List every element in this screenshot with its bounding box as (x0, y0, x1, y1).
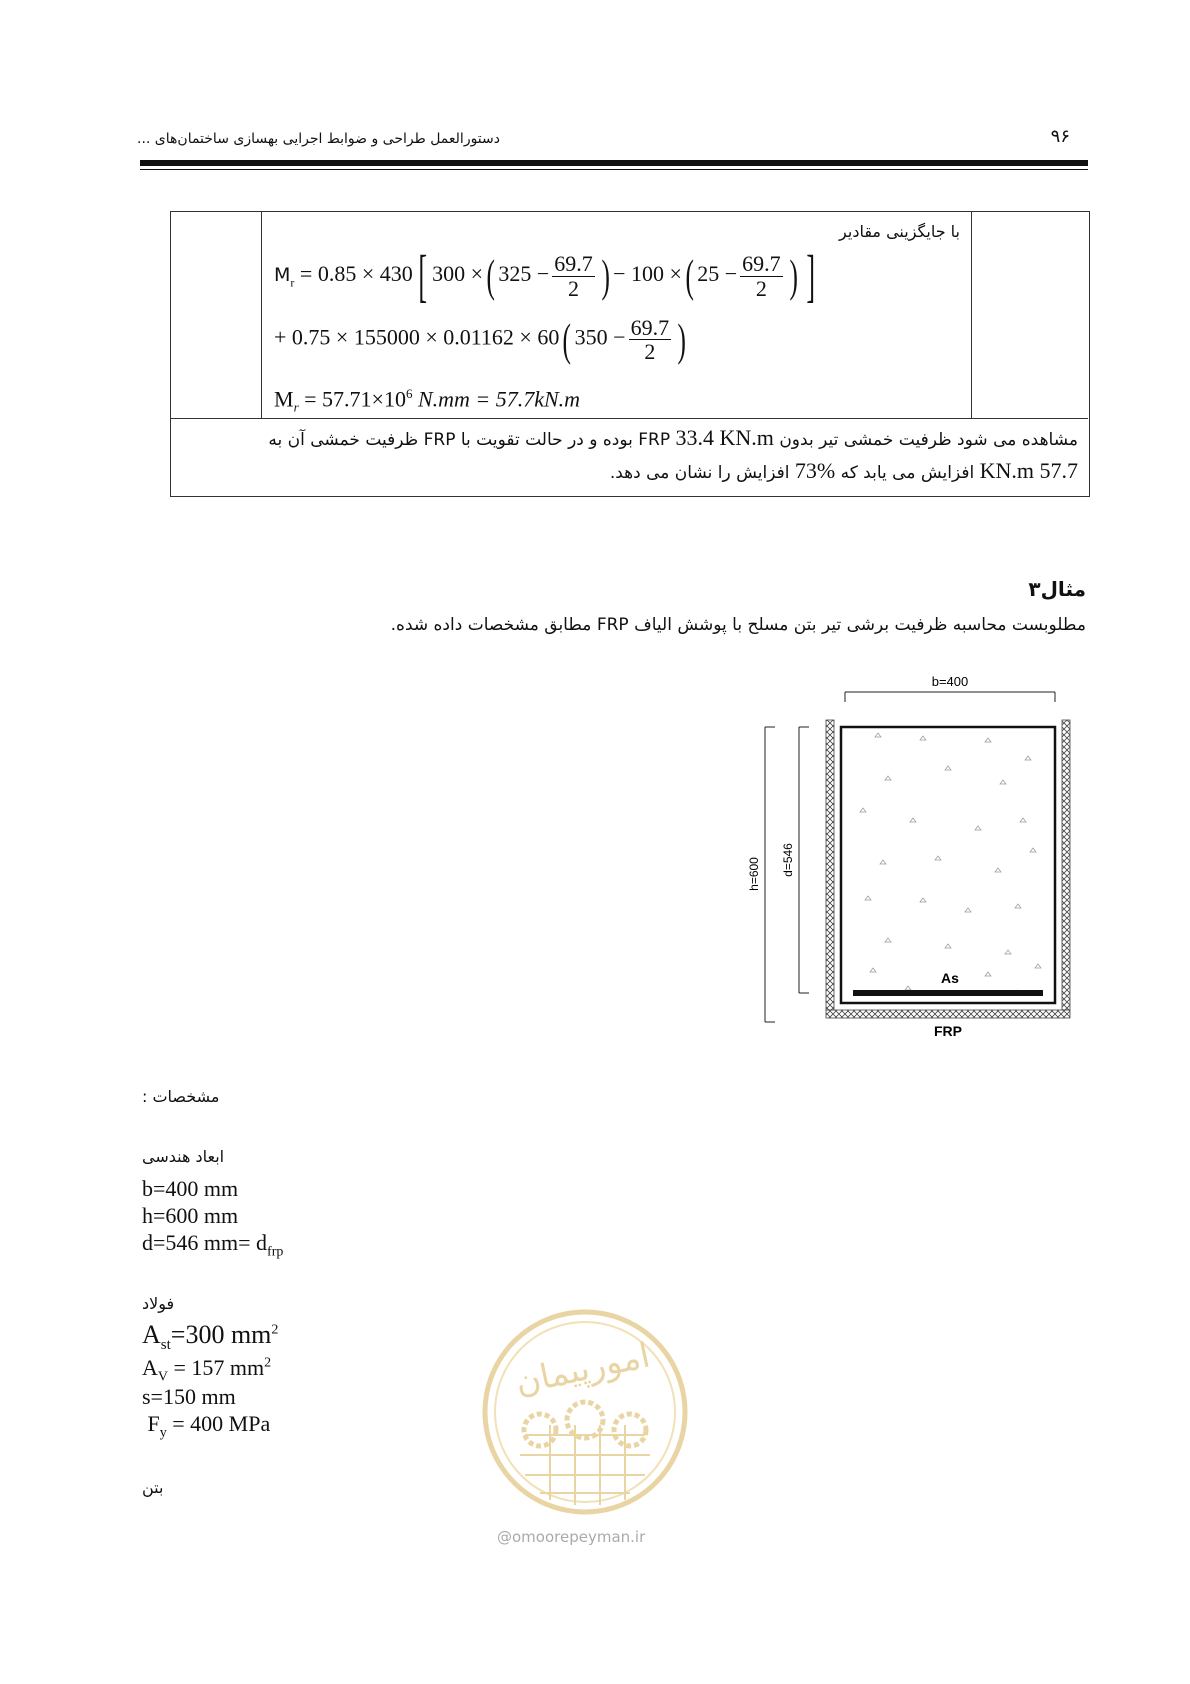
example-title: مثال۳ (1028, 577, 1086, 601)
equation-line-1: $M_r = 0.85 \times 430$[ 300 ×( 325 − $\frac{69.7}{2}$ ) − 100 ×( 25 − $\frac{69.7}{2}$ ) ] (274, 243, 815, 308)
frp-label: FRP (934, 1023, 962, 1039)
running-header-title: دستورالعمل طراحی و ضوابط اجرایی بهسازی ساختمان‌های ... (137, 131, 500, 147)
frp-wrap-bottom (826, 1010, 1070, 1018)
frp-wrap-right (1062, 720, 1070, 1010)
steel-label: As (941, 970, 959, 986)
table-row-divider (170, 418, 1088, 419)
watermark-logo (480, 1305, 690, 1520)
height-dimension (747, 727, 775, 1022)
specs-heading: : مشخصات (142, 1087, 220, 1106)
header-rule-thick (140, 160, 1088, 166)
depth-label: d=546 (781, 843, 795, 877)
spec-d: d=546 $mm= d_{frp}$ (142, 1230, 284, 1260)
table-column-divider-right (971, 211, 972, 418)
depth-dimension (781, 727, 809, 993)
concrete-section (841, 727, 1055, 1003)
steel-heading: فولاد (142, 1294, 175, 1313)
equation-line-3: $M_r = 57.71\times 10^6$ N.mm = 57.7kN.m (274, 386, 581, 415)
example-description: مطلوبست محاسبه ظرفیت برشی تیر بتن مسلح با پوشش الیاف FRP مطابق مشخصات داده شده. (390, 615, 1086, 635)
tension-steel-bar (853, 990, 1043, 996)
spec-h: h=600 mm (142, 1203, 239, 1228)
spec-av: $A_V = 157$ $mm^2$ (142, 1355, 272, 1385)
spec-s: s=150 mm (142, 1384, 236, 1409)
eq1-lhs: $M_r$ (274, 264, 295, 290)
eq1-fraction-b: $\frac{69.7}{2}$ (742, 251, 781, 301)
spec-ast: $A_{st}=300$ $mm^2$ (142, 1320, 279, 1354)
spec-b: b=400 mm (142, 1176, 239, 1201)
equation-line-2: + 0.75 × 155000 × 0.01162 × 60( 350 − $\frac{69.7}{2}$ ) (274, 313, 686, 365)
width-label: b=400 (931, 674, 969, 689)
watermark-url: @omoorepeyman.ir (497, 1528, 646, 1546)
concrete-heading: بتن (142, 1478, 164, 1497)
width-dimension (845, 674, 1055, 702)
height-label: h=600 (747, 857, 761, 891)
geometry-heading: ابعاد هندسی (142, 1147, 225, 1166)
eq2-fraction: $\frac{69.7}{2}$ (630, 315, 670, 365)
spec-fy: $F_y = 400$ MPa (147, 1411, 271, 1441)
conclusion-line-1: مشاهده می شود ظرفیت خمشی تیر بدون FRP 33.4 KN.m بوده و در حالت تقویت با FRP ظرفیت خمشی آن به (268, 425, 1078, 450)
header-rule-thin (140, 169, 1088, 170)
page-number: ۹۶ (1050, 126, 1070, 147)
conclusion-line-2: 57.7 KN.m افزایش می یابد که %73 افزایش را نشان می دهد. (609, 458, 1078, 483)
frp-wrap-left (826, 720, 834, 1010)
substitution-label: با جایگزینی مقادیر (839, 222, 960, 241)
table-column-divider-left (261, 211, 262, 418)
beam-section-figure (747, 672, 1095, 1062)
eq1-fraction-a: $\frac{69.7}{2}$ (554, 251, 593, 301)
svg-text:امورپیمان: امورپیمان (511, 1335, 654, 1403)
